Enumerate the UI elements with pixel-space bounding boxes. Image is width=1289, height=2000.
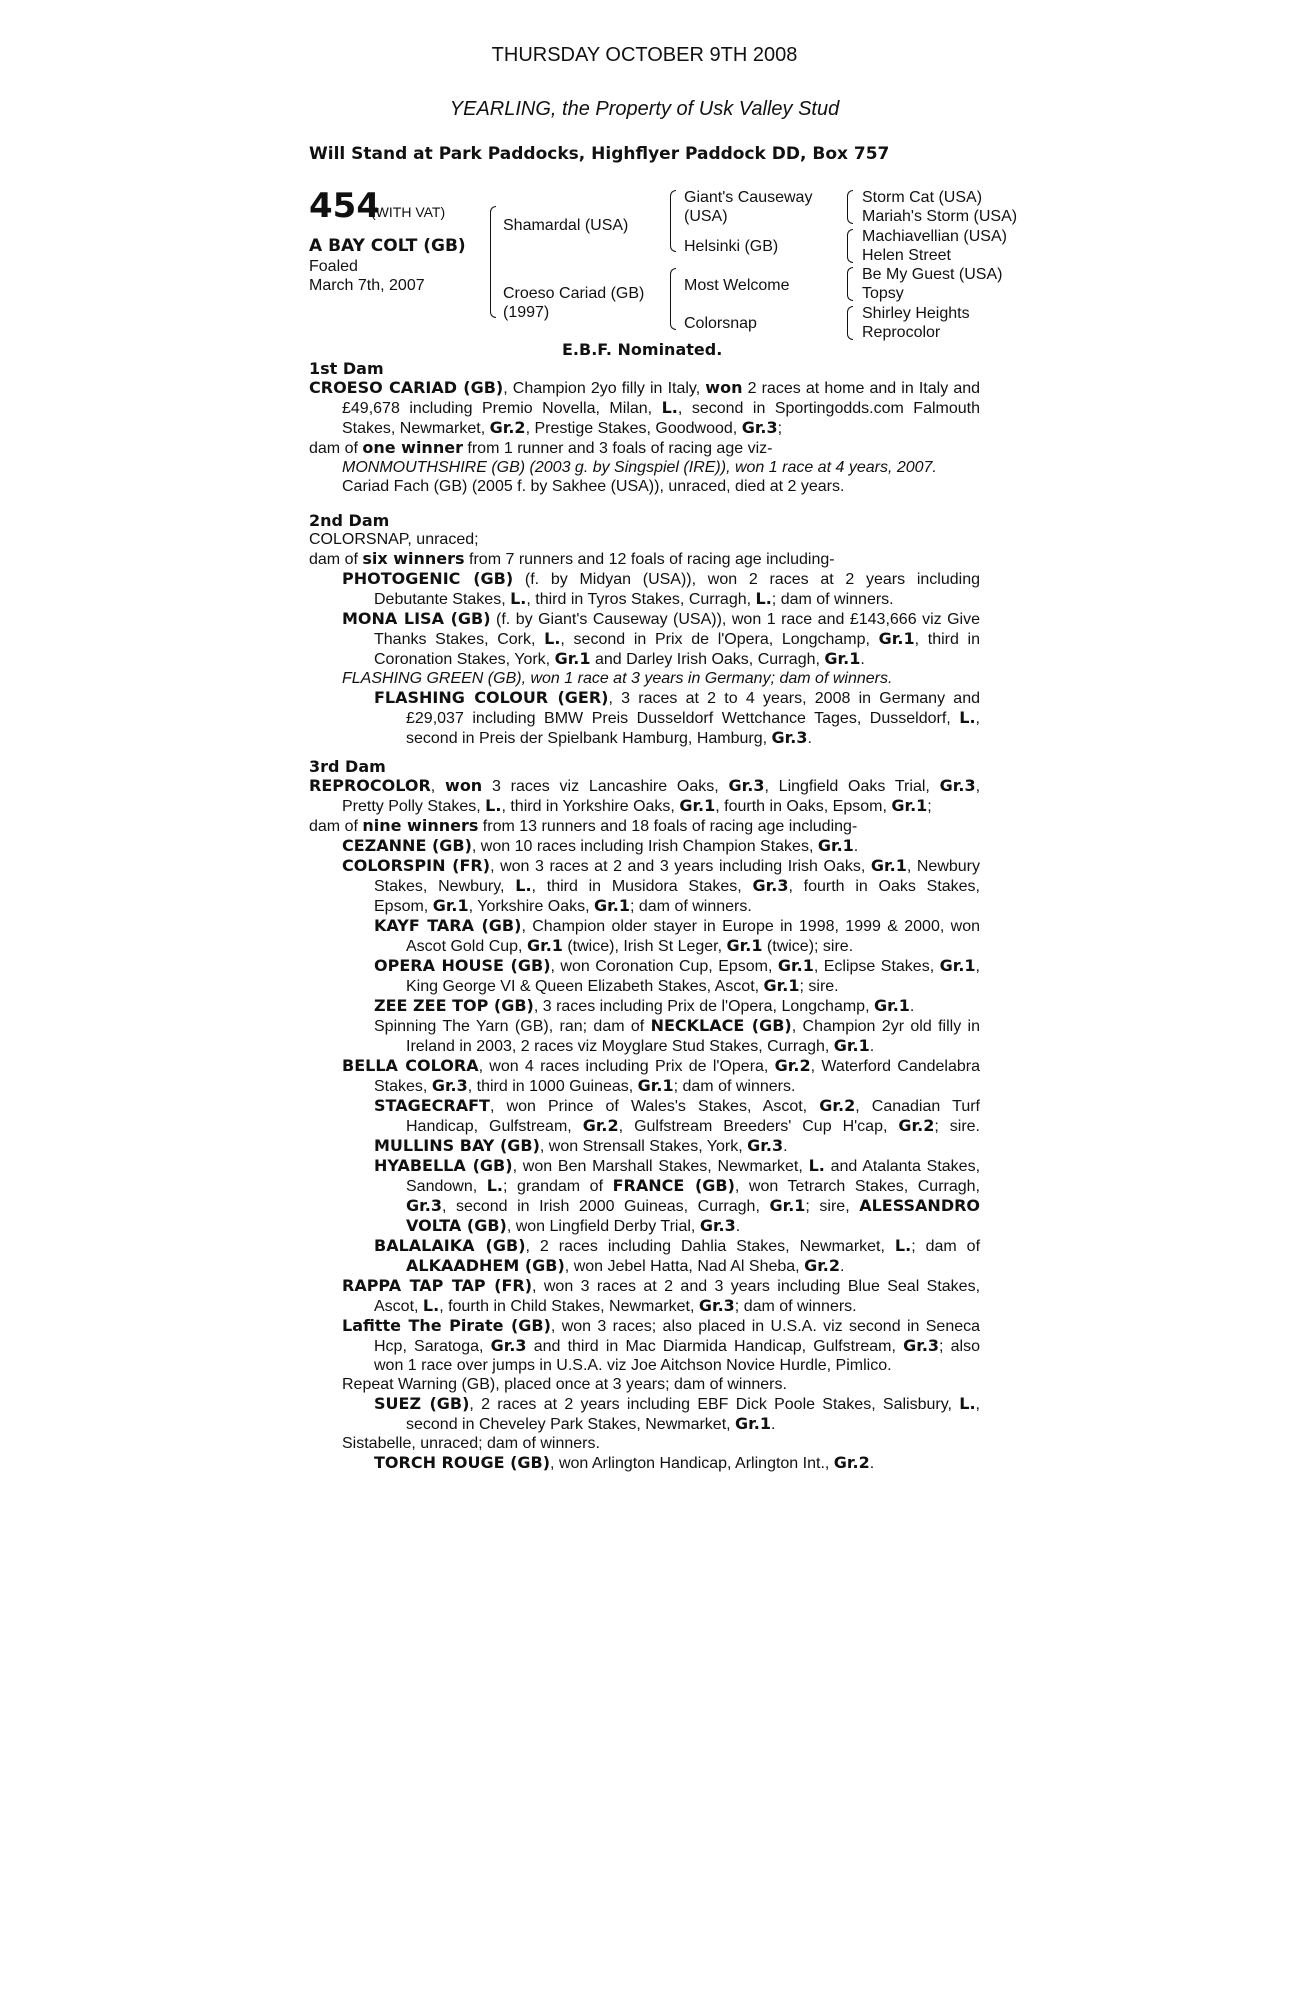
text-run: dam of bbox=[309, 440, 363, 457]
text-run: , Champion older stayer in Europe in 1998, 1999 & 2000, won bbox=[521, 918, 980, 935]
bold-text: COLORSPIN (FR) bbox=[342, 856, 491, 875]
pedigree-line bbox=[309, 1276, 980, 1296]
text-run: Debutante Stakes, bbox=[374, 591, 511, 608]
bold-text: Gr.1 bbox=[939, 956, 976, 975]
pedigree-brace-gs2 bbox=[847, 229, 853, 263]
pedigree-line bbox=[309, 1414, 980, 1434]
text-run: ; dam of winners. bbox=[673, 1078, 796, 1095]
text-run: Coronation Stakes, York, bbox=[374, 651, 555, 668]
text-run: ; dam of winners. bbox=[771, 591, 894, 608]
bold-text: REPROCOLOR bbox=[309, 776, 431, 795]
bold-text: TORCH ROUGE (GB) bbox=[374, 1453, 551, 1472]
pedigree-line bbox=[309, 629, 980, 649]
pedigree-line bbox=[309, 728, 980, 748]
text-run: 3 races viz Lancashire Oaks, bbox=[482, 778, 729, 795]
pedigree-line bbox=[309, 688, 980, 708]
text-run: . bbox=[770, 1416, 776, 1433]
text-run: , fourth in Oaks Stakes, bbox=[788, 878, 981, 895]
text-run: ; sire, bbox=[805, 1198, 860, 1215]
text-run: and Atalanta Stakes, bbox=[824, 1158, 981, 1175]
bold-text: BELLA COLORA bbox=[342, 1056, 479, 1075]
pedigree-line bbox=[309, 1356, 980, 1375]
text-run: dam of bbox=[309, 551, 363, 568]
pedigree-line bbox=[309, 1453, 980, 1473]
pedigree-line bbox=[309, 1096, 980, 1116]
text-run: Hcp, Saratoga, bbox=[374, 1338, 491, 1355]
text-run: , 3 races at 2 to 4 years, 2008 in Germany and bbox=[608, 690, 980, 707]
text-run: second in Cheveley Park Stakes, Newmarket, bbox=[406, 1416, 736, 1433]
text-run: , won Lingfield Derby Trial, bbox=[506, 1218, 700, 1235]
bold-text: L. bbox=[485, 796, 502, 815]
text-run: Pretty Polly Stakes, bbox=[342, 798, 486, 815]
text-run: , 2 races including Dahlia Stakes, Newmarket, bbox=[525, 1238, 895, 1255]
text-run: , won Strensall Stakes, York, bbox=[539, 1138, 748, 1155]
text-run: , fourth in Oaks, Epsom, bbox=[715, 798, 892, 815]
text-run: , Canadian Turf bbox=[855, 1098, 980, 1115]
text-run: 2 races at home and in Italy and bbox=[742, 380, 981, 397]
bold-text: Gr.1 bbox=[878, 629, 915, 648]
pedigree-line bbox=[309, 589, 980, 609]
text-run: Spinning The Yarn (GB), ran; dam of bbox=[374, 1018, 651, 1035]
first-dam-heading: 1st Dam bbox=[309, 359, 384, 378]
text-run: dam of bbox=[309, 818, 363, 835]
text-run: Ascot Gold Cup, bbox=[406, 938, 527, 955]
pedigree-line bbox=[309, 1036, 980, 1056]
ggs-7: Shirley Heights bbox=[862, 305, 970, 322]
third-dam-body bbox=[309, 776, 980, 1473]
text-run: , Prestige Stakes, Goodwood, bbox=[525, 420, 742, 437]
pedigree-line bbox=[309, 956, 980, 976]
bold-text: Gr.3 bbox=[741, 418, 778, 437]
bold-text: ZEE ZEE TOP (GB) bbox=[374, 996, 534, 1015]
text-run: . bbox=[735, 1218, 741, 1235]
pedigree-line bbox=[309, 796, 980, 816]
bold-text: L. bbox=[959, 1394, 976, 1413]
grandsire-1 bbox=[684, 188, 812, 226]
bold-text: Gr.3 bbox=[771, 728, 808, 747]
text-run: , won Prince of Wales's Stakes, Ascot, bbox=[489, 1098, 820, 1115]
bold-text: Lafitte The Pirate (GB) bbox=[342, 1316, 551, 1335]
bold-text: SUEZ (GB) bbox=[374, 1394, 470, 1413]
granddam-2: Colorsnap bbox=[684, 315, 757, 332]
pedigree-line bbox=[309, 1434, 980, 1453]
vat-note: (WITH VAT) bbox=[371, 204, 446, 220]
bold-text: Gr.2 bbox=[898, 1116, 935, 1135]
pedigree-line bbox=[309, 1256, 980, 1276]
text-run: , 3 races including Prix de l'Opera, Longchamp, bbox=[533, 998, 874, 1015]
text-run: , won Ben Marshall Stakes, Newmarket, bbox=[512, 1158, 809, 1175]
pedigree-line bbox=[309, 1196, 980, 1216]
bold-text: won bbox=[445, 776, 483, 795]
text-run: , fourth in Child Stakes, Newmarket, bbox=[439, 1298, 699, 1315]
bold-text: STAGECRAFT bbox=[374, 1096, 490, 1115]
text-run: COLORSNAP, unraced; bbox=[309, 531, 479, 548]
text-run: won 1 race over jumps in U.S.A. viz Joe Aitchson Novice Hurdle, Pimlico. bbox=[374, 1357, 892, 1374]
text-run: Thanks Stakes, Cork, bbox=[374, 631, 545, 648]
text-run: , bbox=[975, 778, 981, 795]
text-run: and Darley Irish Oaks, Curragh, bbox=[590, 651, 825, 668]
pedigree-line bbox=[309, 1176, 980, 1196]
pedigree-brace-parents bbox=[490, 206, 496, 318]
bold-text: CROESO CARIAD (GB) bbox=[309, 378, 504, 397]
bold-text: Gr.3 bbox=[699, 1216, 736, 1235]
bold-text: Gr.3 bbox=[698, 1296, 735, 1315]
text-run: ; grandam of bbox=[503, 1178, 613, 1195]
bold-text: Gr.2 bbox=[489, 418, 526, 437]
text-run: , bbox=[975, 958, 980, 975]
pedigree-line bbox=[309, 1156, 980, 1176]
text-run: , Champion 2yr old filly in bbox=[791, 1018, 981, 1035]
bold-text: MONA LISA (GB) bbox=[342, 609, 491, 628]
bold-text: HYABELLA (GB) bbox=[374, 1156, 513, 1175]
text-run: , third in bbox=[914, 631, 981, 648]
pedigree-line bbox=[309, 776, 980, 796]
text-run: , third in Yorkshire Oaks, bbox=[501, 798, 680, 815]
pedigree-line bbox=[309, 876, 980, 896]
text-run: ; dam of bbox=[911, 1238, 981, 1255]
text-run: Stakes, Newbury, bbox=[374, 878, 516, 895]
bold-text: OPERA HOUSE (GB) bbox=[374, 956, 551, 975]
text-run: Sistabelle, unraced; dam of winners. bbox=[342, 1435, 600, 1452]
text-run: . bbox=[860, 651, 865, 668]
pedigree-line bbox=[309, 1216, 980, 1236]
bold-text: Gr.1 bbox=[769, 1196, 806, 1215]
third-dam-heading: 3rd Dam bbox=[309, 757, 386, 776]
pedigree-line bbox=[309, 1336, 980, 1356]
bold-text: Gr.3 bbox=[490, 1336, 527, 1355]
text-run: ; sire. bbox=[799, 978, 839, 995]
pedigree-line bbox=[309, 1394, 980, 1414]
text-run: , won Coronation Cup, Epsom, bbox=[550, 958, 778, 975]
text-run: , won Jebel Hatta, Nad Al Sheba, bbox=[564, 1258, 805, 1275]
bold-text: Gr.3 bbox=[752, 876, 789, 895]
pedigree-line bbox=[309, 477, 980, 496]
bold-text: L. bbox=[515, 876, 532, 895]
bold-text: Gr.1 bbox=[777, 956, 814, 975]
pedigree-line bbox=[309, 708, 980, 728]
pedigree-line bbox=[309, 1016, 980, 1036]
foaled-info bbox=[309, 257, 425, 295]
bold-text: L. bbox=[510, 589, 527, 608]
pedigree-line bbox=[309, 1296, 980, 1316]
bold-text: ALESSANDRO bbox=[859, 1196, 981, 1215]
text-run: , Newbury bbox=[906, 858, 980, 875]
bold-text: L. bbox=[486, 1176, 503, 1195]
text-run: , Lingfield Oaks Trial, bbox=[764, 778, 940, 795]
bold-text: Gr.3 bbox=[406, 1196, 442, 1215]
text-run: . bbox=[840, 1258, 845, 1275]
pedigree-line bbox=[309, 1316, 980, 1336]
text-run: ; dam of winners. bbox=[629, 898, 752, 915]
text-run: Ireland in 2003, 2 races viz Moyglare Stud Stakes, Curragh, bbox=[406, 1038, 834, 1055]
text-run: (f. by Midyan (USA)), won 2 races at 2 years including bbox=[513, 571, 981, 588]
pedigree-line bbox=[309, 418, 980, 438]
dam-name-line2: (1997) bbox=[503, 304, 550, 321]
grandsire-1-line1: Giant's Causeway bbox=[684, 189, 813, 206]
bold-text: L. bbox=[544, 629, 561, 648]
pedigree-line bbox=[309, 816, 980, 836]
pedigree-line bbox=[309, 438, 980, 458]
ggs-4: Helen Street bbox=[862, 247, 951, 264]
ggs-8: Reprocolor bbox=[862, 324, 941, 341]
bold-text: six winners bbox=[362, 549, 465, 568]
bold-text: BALALAIKA (GB) bbox=[374, 1236, 526, 1255]
bold-text: Gr.1 bbox=[679, 796, 716, 815]
text-run: , won 4 races including Prix de l'Opera, bbox=[478, 1058, 775, 1075]
text-run: Epsom, bbox=[374, 898, 433, 915]
dam-name bbox=[503, 284, 644, 322]
stand-location: Will Stand at Park Paddocks, Highflyer Paddock DD, Box 757 bbox=[309, 144, 890, 164]
first-dam-section bbox=[309, 359, 980, 496]
text-run: . bbox=[783, 1138, 788, 1155]
text-run: , second in Prix de l'Opera, Longchamp, bbox=[560, 631, 879, 648]
text-run: , third in 1000 Guineas, bbox=[467, 1078, 638, 1095]
pedigree-brace-dam bbox=[670, 268, 676, 330]
pedigree-line bbox=[309, 1136, 980, 1156]
text-run: (twice); sire. bbox=[762, 938, 854, 955]
bold-text: nine winners bbox=[362, 816, 479, 835]
lot-subtitle: YEARLING, the Property of Usk Valley Stud bbox=[449, 98, 840, 120]
bold-text: L. bbox=[894, 1236, 912, 1255]
pedigree-line bbox=[309, 669, 980, 688]
bold-text: Gr.1 bbox=[526, 936, 563, 955]
text-run: Repeat Warning (GB), placed once at 3 years; dam of winners. bbox=[342, 1376, 787, 1393]
bold-text: L. bbox=[755, 589, 772, 608]
sire-name: Shamardal (USA) bbox=[503, 217, 629, 234]
text-run: Cariad Fach (GB) (2005 f. by Sakhee (USA)), unraced, died at 2 years. bbox=[342, 478, 845, 495]
ggs-6: Topsy bbox=[862, 285, 904, 302]
bold-text: CEZANNE (GB) bbox=[342, 836, 472, 855]
text-run: from 1 runner and 3 foals of racing age viz- bbox=[462, 440, 773, 457]
pedigree-line bbox=[309, 1116, 980, 1136]
granddam-1: Helsinki (GB) bbox=[684, 238, 779, 255]
pedigree-brace-gd2 bbox=[847, 306, 853, 340]
text-run: , 2 races at 2 years including EBF Dick Poole Stakes, Salisbury, bbox=[469, 1396, 960, 1413]
text-run: Sandown, bbox=[406, 1178, 487, 1195]
text-run: ; bbox=[777, 420, 783, 437]
text-run: ; sire. bbox=[934, 1118, 980, 1135]
bold-text: FLASHING COLOUR (GER) bbox=[374, 688, 609, 707]
text-run: ; bbox=[927, 798, 932, 815]
pedigree-brace-gs1 bbox=[847, 190, 853, 224]
pedigree-line bbox=[309, 549, 980, 569]
bold-text: L. bbox=[661, 398, 678, 417]
bold-text: Gr.3 bbox=[728, 776, 765, 795]
text-run: Ascot, bbox=[374, 1298, 423, 1315]
text-run: , won 3 races at 2 and 3 years including Irish Oaks, bbox=[490, 858, 871, 875]
bold-text: Gr.3 bbox=[431, 1076, 468, 1095]
pedigree-line bbox=[309, 1056, 980, 1076]
bold-text: Gr.1 bbox=[833, 1036, 870, 1055]
pedigree-line bbox=[309, 936, 980, 956]
lot-number: 454 bbox=[309, 186, 380, 226]
text-run: Stakes, Newmarket, bbox=[342, 420, 490, 437]
bold-text: Gr.1 bbox=[817, 836, 854, 855]
pedigree-line bbox=[309, 530, 980, 549]
text-run: King George VI & Queen Elizabeth Stakes, Ascot, bbox=[406, 978, 764, 995]
pedigree-line bbox=[309, 896, 980, 916]
text-run: , won 10 races including Irish Champion Stakes, bbox=[471, 838, 818, 855]
text-run: from 13 runners and 18 foals of racing age including- bbox=[478, 818, 858, 835]
bold-text: PHOTOGENIC (GB) bbox=[342, 569, 514, 588]
bold-text: NECKLACE (GB) bbox=[650, 1016, 792, 1035]
text-run: , third in Musidora Stakes, bbox=[531, 878, 753, 895]
pedigree-line bbox=[309, 856, 980, 876]
ggs-1: Storm Cat (USA) bbox=[862, 189, 983, 206]
pedigree-line bbox=[309, 996, 980, 1016]
bold-text: Gr.3 bbox=[939, 776, 976, 795]
bold-text: MULLINS BAY (GB) bbox=[374, 1136, 540, 1155]
text-run: . bbox=[869, 1455, 875, 1472]
text-run: , Champion 2yo filly in Italy, bbox=[503, 380, 706, 397]
bold-text: Gr.1 bbox=[763, 976, 800, 995]
first-dam-body bbox=[309, 378, 980, 496]
dam-name-line1: Croeso Cariad (GB) bbox=[503, 285, 645, 302]
text-run: , won Tetrarch Stakes, Curragh, bbox=[734, 1178, 981, 1195]
pedigree-line bbox=[309, 398, 980, 418]
text-run: Handicap, Gulfstream, bbox=[406, 1118, 583, 1135]
grandsire-2: Most Welcome bbox=[684, 277, 790, 294]
ggs-5: Be My Guest (USA) bbox=[862, 266, 1003, 283]
text-run: , bbox=[430, 778, 446, 795]
text-run: (twice), Irish St Leger, bbox=[562, 938, 727, 955]
pedigree-line bbox=[309, 1236, 980, 1256]
bold-text: Gr.2 bbox=[819, 1096, 856, 1115]
bold-text: Gr.1 bbox=[891, 796, 928, 815]
bold-text: ALKAADHEM (GB) bbox=[406, 1256, 565, 1275]
bold-text: L. bbox=[422, 1296, 440, 1315]
text-run: , second in Sportingodds.com Falmouth bbox=[677, 400, 980, 417]
bold-text: KAYF TARA (GB) bbox=[374, 916, 522, 935]
text-run: , Eclipse Stakes, bbox=[813, 958, 940, 975]
text-run: and third in Mac Diarmida Handicap, Gulfstream, bbox=[526, 1338, 904, 1355]
text-run: , bbox=[975, 710, 980, 727]
pedigree-line bbox=[309, 378, 980, 398]
text-run: ; also bbox=[939, 1338, 981, 1355]
text-run: ; dam of winners. bbox=[734, 1298, 857, 1315]
text-run: , won Arlington Handicap, Arlington Int., bbox=[550, 1455, 834, 1472]
text-run: from 7 runners and 12 foals of racing age including- bbox=[464, 551, 835, 568]
text-run: , Waterford Candelabra bbox=[810, 1058, 980, 1075]
bold-text: FRANCE (GB) bbox=[612, 1176, 735, 1195]
bold-text: Gr.3 bbox=[903, 1336, 940, 1355]
pedigree-line bbox=[309, 458, 980, 477]
bold-text: VOLTA (GB) bbox=[406, 1216, 507, 1235]
text-run: , Gulfstream Breeders' Cup H'cap, bbox=[618, 1118, 899, 1135]
text-run: £49,678 including Premio Novella, Milan, bbox=[342, 400, 662, 417]
ggs-3: Machiavellian (USA) bbox=[862, 228, 1007, 245]
text-run: second in Preis der Spielbank Hamburg, Hamburg, bbox=[406, 730, 772, 747]
text-run: . bbox=[869, 1038, 875, 1055]
pedigree-line bbox=[309, 569, 980, 589]
text-run: . bbox=[909, 998, 915, 1015]
third-dam-section bbox=[309, 757, 980, 1473]
bold-text: L. bbox=[959, 708, 976, 727]
ebf-nomination: E.B.F. Nominated. bbox=[562, 340, 723, 359]
second-dam-heading: 2nd Dam bbox=[309, 511, 390, 530]
text-run: , second in Irish 2000 Guineas, Curragh, bbox=[441, 1198, 770, 1215]
bold-text: Gr.2 bbox=[774, 1056, 811, 1075]
bold-text: Gr.1 bbox=[594, 896, 630, 915]
pedigree-line bbox=[309, 609, 980, 629]
bold-text: Gr.1 bbox=[870, 856, 907, 875]
bold-text: Gr.1 bbox=[432, 896, 469, 915]
text-run: , won 3 races at 2 and 3 years including Blue Seal Stakes, bbox=[532, 1278, 981, 1295]
bold-text: Gr.1 bbox=[735, 1414, 771, 1433]
bold-text: Gr.1 bbox=[873, 996, 910, 1015]
text-run: , won 3 races; also placed in U.S.A. viz second in Seneca bbox=[550, 1318, 981, 1335]
bold-text: won bbox=[705, 378, 743, 397]
bold-text: Gr.1 bbox=[824, 649, 861, 668]
foaled-date: March 7th, 2007 bbox=[309, 277, 425, 294]
horse-name: A BAY COLT (GB) bbox=[309, 236, 466, 256]
grandsire-1-line2: (USA) bbox=[684, 208, 728, 225]
bold-text: Gr.1 bbox=[726, 936, 763, 955]
text-run: , bbox=[975, 1396, 980, 1413]
bold-text: Gr.2 bbox=[804, 1256, 841, 1275]
second-dam-section bbox=[309, 511, 980, 748]
text-run: , Yorkshire Oaks, bbox=[468, 898, 595, 915]
pedigree-line bbox=[309, 1076, 980, 1096]
bold-text: Gr.2 bbox=[833, 1453, 870, 1472]
pedigree-brace-sire bbox=[670, 190, 676, 252]
second-dam-body bbox=[309, 530, 980, 748]
bold-text: L. bbox=[808, 1156, 825, 1175]
text-run: , third in Tyros Stakes, Curragh, bbox=[526, 591, 756, 608]
bold-text: Gr.1 bbox=[637, 1076, 674, 1095]
pedigree-brace-gd1 bbox=[847, 267, 853, 301]
bold-text: RAPPA TAP TAP (FR) bbox=[342, 1276, 533, 1295]
pedigree-line bbox=[309, 649, 980, 669]
foaled-label: Foaled bbox=[309, 258, 358, 275]
bold-text: Gr.3 bbox=[747, 1136, 784, 1155]
pedigree-line bbox=[309, 1375, 980, 1394]
text-run: . bbox=[853, 838, 859, 855]
pedigree-line bbox=[309, 976, 980, 996]
pedigree-line bbox=[309, 916, 980, 936]
text-run: MONMOUTHSHIRE (GB) (2003 g. by Singspiel (IRE)), won 1 race at 4 years, 2007. bbox=[342, 459, 937, 476]
ggs-2: Mariah's Storm (USA) bbox=[862, 208, 1018, 225]
sale-date: THURSDAY OCTOBER 9TH 2008 bbox=[491, 44, 798, 66]
bold-text: Gr.2 bbox=[582, 1116, 619, 1135]
text-run: FLASHING GREEN (GB), won 1 race at 3 years in Germany; dam of winners. bbox=[342, 670, 893, 687]
pedigree-line bbox=[309, 836, 980, 856]
text-run: . bbox=[807, 730, 812, 747]
text-run: £29,037 including BMW Preis Dusseldorf Wettchance Tages, Dusseldorf, bbox=[406, 710, 960, 727]
text-run: Stakes, bbox=[374, 1078, 432, 1095]
bold-text: one winner bbox=[362, 438, 463, 457]
text-run: (f. by Giant's Causeway (USA)), won 1 race and £143,666 viz Give bbox=[490, 611, 981, 628]
bold-text: Gr.1 bbox=[554, 649, 591, 668]
